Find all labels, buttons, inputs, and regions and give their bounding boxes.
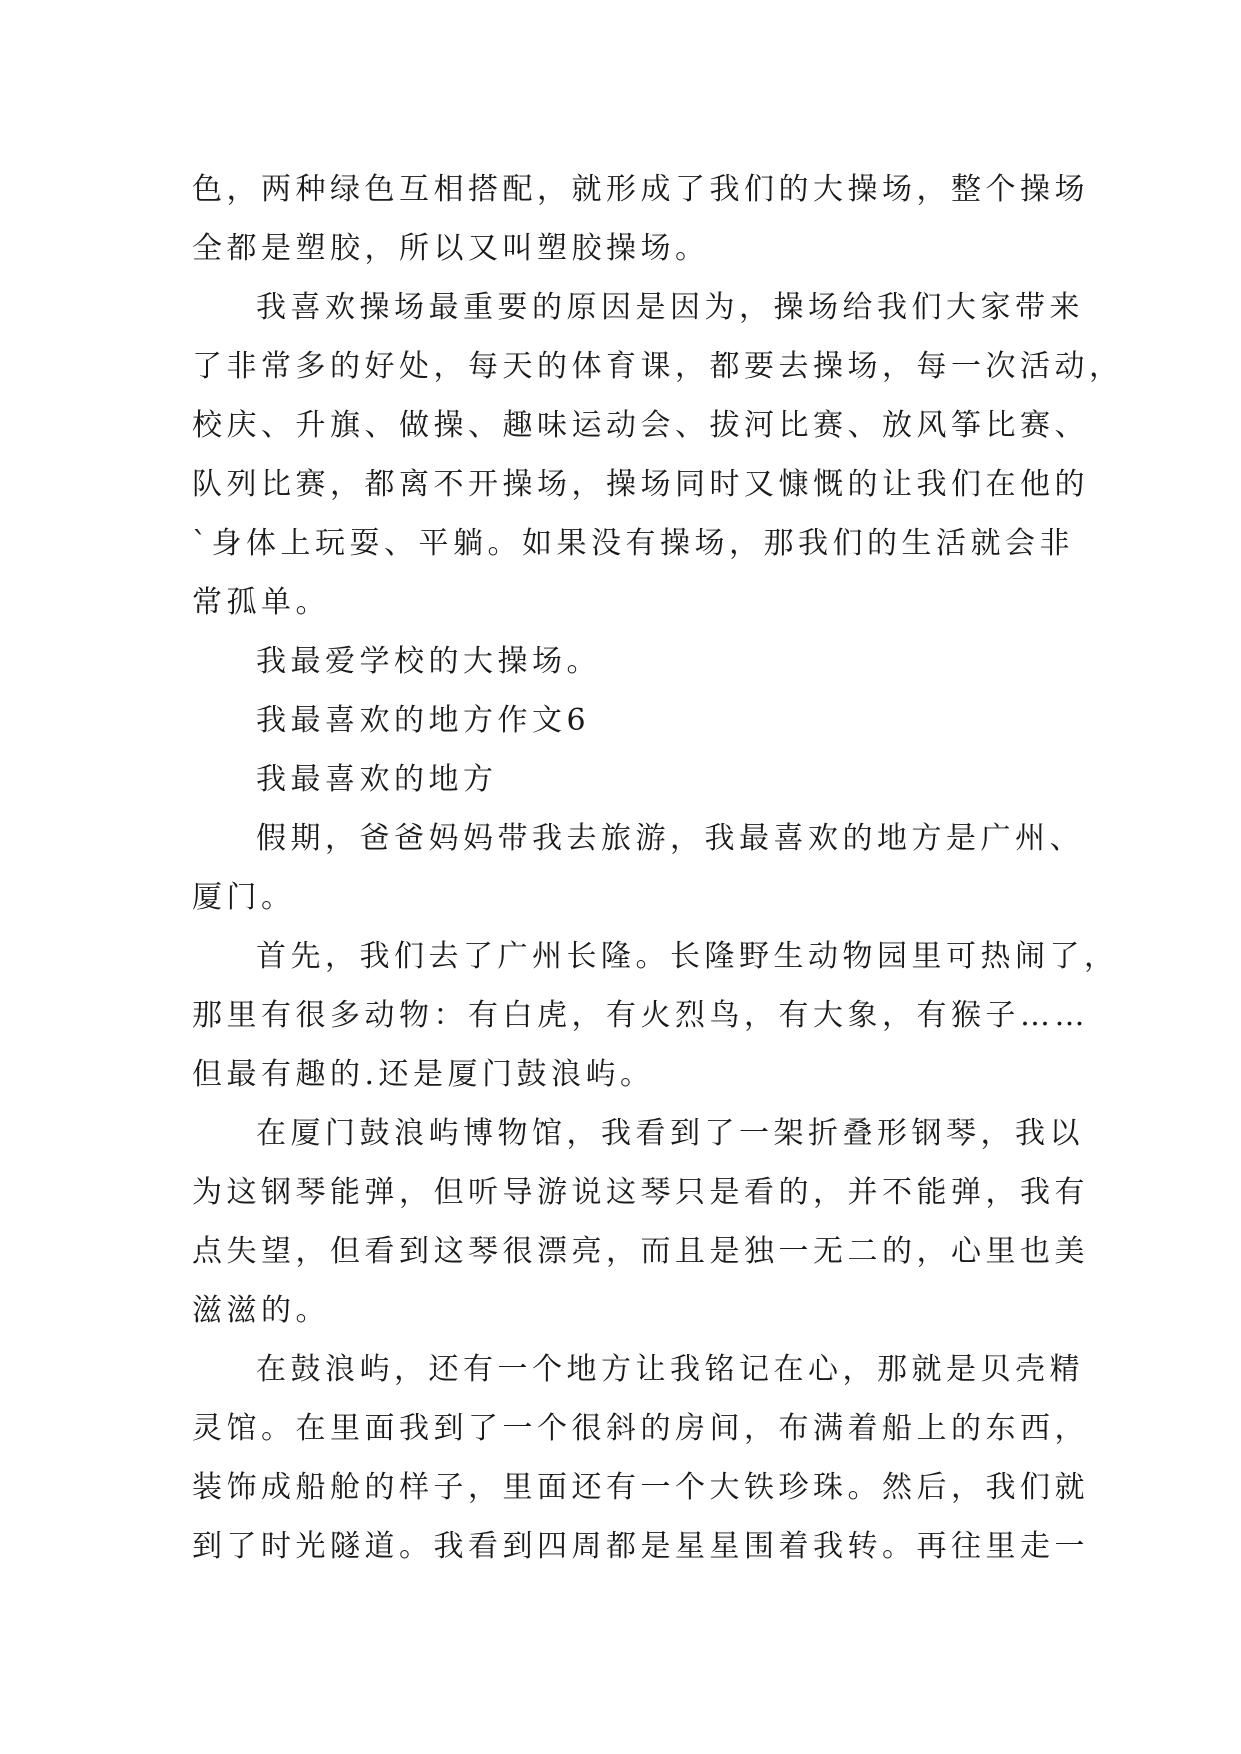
paragraph-start-line: 我喜欢操场最重要的原因是因为，操场给我们大家带来 bbox=[256, 290, 1084, 325]
text-line: 点失望，但看到这琴很漂亮，而且是独一无二的，心里也美 bbox=[192, 1234, 1089, 1269]
paragraph-start-line: 在鼓浪屿，还有一个地方让我铭记在心，那就是贝壳精 bbox=[256, 1352, 1084, 1387]
paragraph-start-line: 假期，爸爸妈妈带我去旅游，我最喜欢的地方是广州、 bbox=[256, 821, 1084, 856]
essay-title: 我最喜欢的地方 bbox=[256, 762, 498, 797]
paragraph-start-line: 在厦门鼓浪屿博物馆，我看到了一架折叠形钢琴，我以 bbox=[256, 1116, 1084, 1151]
text-line: 装饰成船舱的样子，里面还有一个大铁珍珠。然后，我们就 bbox=[192, 1470, 1089, 1505]
text-line: `身体上玩耍、平躺。如果没有操场，那我们的生活就会非 bbox=[192, 526, 1074, 561]
text-line: 常孤单。 bbox=[192, 585, 330, 620]
text-line: 厦门。 bbox=[192, 880, 296, 915]
text-line: 但最有趣的.还是厦门鼓浪屿。 bbox=[192, 1057, 655, 1092]
text-line: 滋滋的。 bbox=[192, 1293, 330, 1328]
text-line: 到了时光隧道。我看到四周都是星星围着我转。再往里走一 bbox=[192, 1529, 1089, 1564]
text-line: 队列比赛，都离不开操场，操场同时又慷慨的让我们在他的 bbox=[192, 467, 1089, 502]
text-line: 灵馆。在里面我到了一个很斜的房间，布满着船上的东西， bbox=[192, 1411, 1089, 1446]
paragraph-start-line: 首先，我们去了广州长隆。长隆野生动物园里可热闹了， bbox=[256, 939, 1119, 974]
essay-heading: 我最喜欢的地方作文6 bbox=[256, 703, 591, 738]
text-line: 了非常多的好处，每天的体育课，都要去操场，每一次活动， bbox=[192, 349, 1124, 384]
text-line: 全都是塑胶，所以又叫塑胶操场。 bbox=[192, 231, 710, 266]
text-line: 那里有很多动物：有白虎，有火烈鸟，有大象，有猴子…… bbox=[192, 998, 1089, 1033]
essay-body bbox=[192, 160, 1124, 1576]
paragraph-start-line: 我最爱学校的大操场。 bbox=[256, 644, 601, 679]
text-line: 色，两种绿色互相搭配，就形成了我们的大操场，整个操场 bbox=[192, 172, 1089, 207]
text-line: 为这钢琴能弹，但听导游说这琴只是看的，并不能弹，我有 bbox=[192, 1175, 1089, 1210]
text-line: 校庆、升旗、做操、趣味运动会、拔河比赛、放风筝比赛、 bbox=[192, 408, 1089, 443]
